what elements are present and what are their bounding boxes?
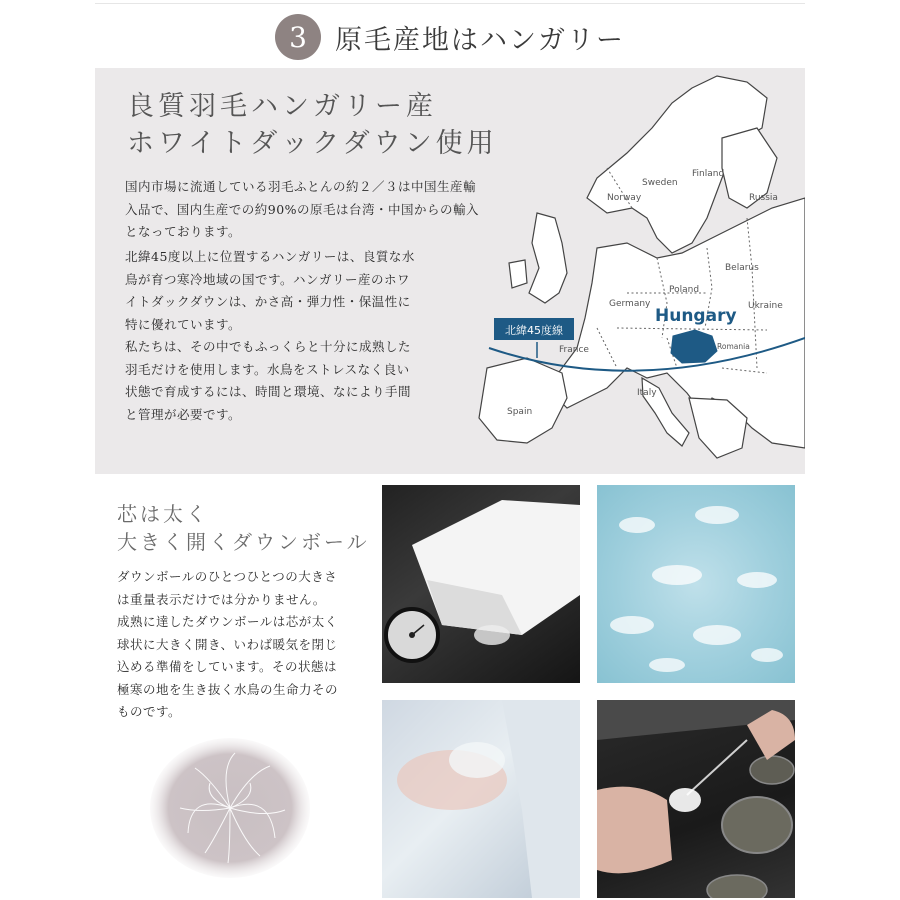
downball-heading-line: 大きく開くダウンボール xyxy=(117,530,370,554)
origin-heading-line: ホワイトダックダウン使用 xyxy=(127,128,498,159)
text-line: 入品で、国内生産での約90%の原毛は台湾・中国からの輸入 xyxy=(125,201,480,217)
downball-heading xyxy=(117,500,370,556)
country-label-norway: Norway xyxy=(607,193,642,203)
text-line: 国内市場に流通している羽毛ふとんの約２／３は中国生産輸 xyxy=(125,179,477,194)
section-header xyxy=(95,8,805,66)
text-line: ものです。 xyxy=(117,704,182,719)
downball-image xyxy=(150,738,310,878)
country-label-france: France xyxy=(559,345,589,355)
text-line: 特に優れています。 xyxy=(125,316,242,332)
down-fluff-icon xyxy=(597,485,795,683)
downball-paragraph xyxy=(117,566,365,724)
country-label-ukraine: Ukraine xyxy=(748,301,783,311)
country-label-belarus: Belarus xyxy=(725,263,759,273)
text-line: は重量表示だけでは分かりません。 xyxy=(117,591,326,607)
country-label-spain: Spain xyxy=(507,407,533,417)
text-line: イトダックダウンは、かさ高・弾力性・保温性に xyxy=(125,294,411,309)
country-label-russia: Russia xyxy=(749,193,778,203)
photo-down-sample-bag xyxy=(382,485,580,683)
photo-hands-sorting-down xyxy=(382,700,580,898)
country-label-poland: Poland xyxy=(669,285,700,295)
photo-tweezers-inspection xyxy=(597,700,795,898)
latitude-label: 北緯45度線 xyxy=(505,324,563,337)
section-title: 原毛産地はハンガリー xyxy=(335,24,625,56)
text-line: 成熟に達したダウンボールは芯が太く xyxy=(117,614,338,629)
text-line: 羽毛だけを使用します。水鳥をストレスなく良い xyxy=(125,361,410,377)
europe-map xyxy=(467,68,805,474)
section-number-badge: 3 xyxy=(275,14,321,60)
origin-heading xyxy=(127,88,498,162)
country-label-germany: Germany xyxy=(609,299,651,309)
country-label-finland: Finland xyxy=(692,169,725,179)
country-label-sweden: Sweden xyxy=(642,178,678,188)
text-line: となっております。 xyxy=(125,224,242,239)
photo-down-closeup xyxy=(597,485,795,683)
text-line: 込める準備をしています。その状態は xyxy=(117,659,338,674)
origin-heading-line: 良質羽毛ハンガリー産 xyxy=(127,91,437,122)
country-label-italy: Italy xyxy=(637,388,657,398)
origin-paragraph-2 xyxy=(125,246,480,426)
country-label-romania: Romania xyxy=(717,342,750,351)
text-line: 鳥が育つ寒冷地域の国です。ハンガリー産のホワ xyxy=(125,271,411,287)
tweezers-icon xyxy=(597,700,795,898)
text-line: ダウンボールのひとつひとつの大きさ xyxy=(117,569,338,584)
country-label-hungary: Hungary xyxy=(655,306,737,326)
text-line: 極寒の地を生き抜く水鳥の生命力その xyxy=(117,681,339,697)
text-line: と管理が必要です。 xyxy=(125,406,242,422)
text-line: 私たちは、その中でもふっくらと十分に成熟した xyxy=(125,339,412,354)
text-line: 球状に大きく開き、いわば暖気を閉じ xyxy=(117,636,338,652)
origin-paragraph-1 xyxy=(125,176,515,244)
sample-bag-icon xyxy=(382,485,580,683)
text-line: 状態で育成するには、時間と環境、なにより手間 xyxy=(125,384,412,399)
text-line: 北緯45度以上に位置するハンガリーは、良質な水 xyxy=(125,249,415,264)
downball-heading-line: 芯は太く xyxy=(117,502,209,526)
origin-section xyxy=(95,68,805,474)
hands-icon xyxy=(382,700,580,898)
top-divider xyxy=(95,3,805,4)
